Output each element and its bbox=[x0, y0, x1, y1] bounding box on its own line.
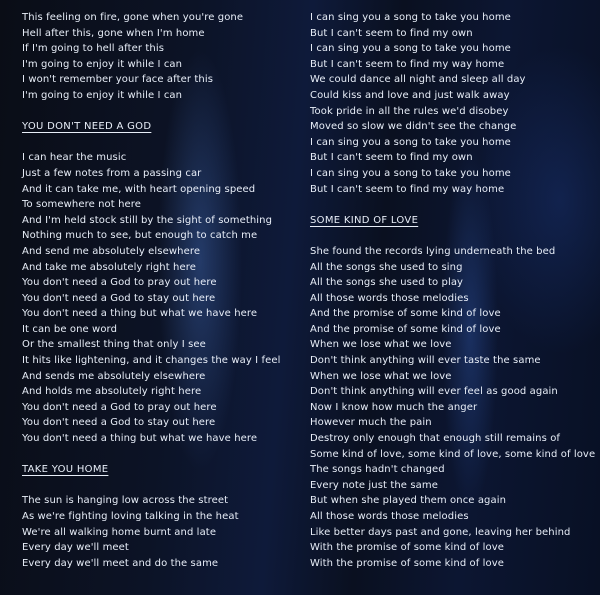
lyric-line: With the promise of some kind of love bbox=[310, 557, 505, 569]
lyric-line: With the promise of some kind of love bbox=[310, 542, 505, 554]
stanza-gap bbox=[310, 228, 595, 244]
lyric-line: All those words those melodies bbox=[310, 511, 469, 522]
lyric-line: When we lose what we love bbox=[310, 339, 452, 351]
lyric-line: You don't need a God to stay out here bbox=[22, 417, 216, 429]
lyric-line: I can sing you a song to take you home bbox=[310, 136, 511, 148]
lyric-line: And take me absolutely right here bbox=[22, 261, 196, 273]
lyric-line: All the songs she used to sing bbox=[310, 261, 463, 273]
lyric-line: The songs hadn't changed bbox=[310, 464, 445, 476]
stanza-gap bbox=[22, 447, 292, 463]
lyric-line: I can sing you a song to take you home bbox=[310, 12, 511, 23]
lyric-line: Nothing much to see, but enough to catch me bbox=[22, 230, 258, 242]
lyric-line: All those words those melodies bbox=[310, 292, 469, 304]
lyric-line: You don't need a God to pray out here bbox=[22, 277, 217, 289]
lyric-line: We're all walking home burnt and late bbox=[22, 526, 217, 538]
lyric-line: We could dance all night and sleep all day bbox=[310, 74, 526, 86]
lyric-line: Took pride in all the rules we'd disobey bbox=[310, 105, 509, 117]
lyric-line: Or the smallest thing that only I see bbox=[22, 339, 206, 351]
lyric-line: But I can't seem to find my way home bbox=[310, 58, 505, 70]
lyric-line: As we're fighting loving talking in the heat bbox=[22, 511, 239, 522]
lyric-line: It can be one word bbox=[22, 323, 118, 335]
lyric-line: It hits like lightening, and it changes the way I feel bbox=[22, 355, 281, 367]
lyric-line: You don't need a thing but what we have here bbox=[22, 433, 258, 445]
lyric-line: Destroy only enough that enough still remains of bbox=[310, 433, 561, 445]
lyric-line: This feeling on fire, gone when you're gone bbox=[22, 12, 244, 23]
song-title: SOME KIND OF LOVE bbox=[310, 214, 419, 226]
lyric-line: Like better days past and gone, leaving her behind bbox=[310, 526, 571, 538]
lyric-line: You don't need a thing but what we have here bbox=[22, 308, 258, 320]
lyric-line: I can hear the music bbox=[22, 152, 127, 164]
lyric-line: And I'm held stock still by the sight of something bbox=[22, 214, 273, 226]
lyric-line: And sends me absolutely elsewhere bbox=[22, 370, 206, 382]
song-title: YOU DON'T NEED A GOD bbox=[22, 121, 152, 133]
lyric-line: To somewhere not here bbox=[22, 199, 142, 211]
lyric-line: I won't remember your face after this bbox=[22, 74, 214, 86]
lyric-line: You don't need a God to pray out here bbox=[22, 401, 217, 413]
stanza-gap bbox=[22, 135, 292, 151]
lyric-line: I can sing you a song to take you home bbox=[310, 167, 511, 179]
lyric-line: All the songs she used to play bbox=[310, 277, 464, 289]
lyric-line: Just a few notes from a passing car bbox=[22, 167, 202, 179]
lyric-line: And the promise of some kind of love bbox=[310, 308, 501, 320]
stanza-gap bbox=[22, 478, 292, 494]
lyric-line: Some kind of love, some kind of love, some kind of love bbox=[310, 448, 596, 460]
lyric-line: And holds me absolutely right here bbox=[22, 386, 202, 398]
lyric-line: Could kiss and love and just walk away bbox=[310, 89, 510, 101]
lyric-line: However much the pain bbox=[310, 417, 432, 429]
lyric-line: But I can't seem to find my way home bbox=[310, 183, 505, 195]
lyric-line: Now I know how much the anger bbox=[310, 401, 478, 413]
lyric-line: The sun is hanging low across the street bbox=[22, 495, 229, 507]
lyric-line: Don't think anything will ever feel as good again bbox=[310, 386, 558, 398]
lyric-line: I'm going to enjoy it while I can bbox=[22, 89, 183, 101]
lyric-line: And the promise of some kind of love bbox=[310, 323, 501, 335]
lyric-line: Hell after this, gone when I'm home bbox=[22, 27, 205, 39]
lyric-line: If I'm going to hell after this bbox=[22, 43, 165, 55]
lyric-line: You don't need a God to stay out here bbox=[22, 292, 216, 304]
lyric-line: And send me absolutely elsewhere bbox=[22, 245, 201, 257]
lyric-line: I can sing you a song to take you home bbox=[310, 43, 511, 55]
stanza-gap bbox=[22, 104, 292, 120]
lyric-line: Every day we'll meet bbox=[22, 542, 129, 554]
right-lyrics-column bbox=[310, 10, 595, 571]
stanza-gap bbox=[310, 197, 595, 213]
left-lyrics-column bbox=[22, 10, 292, 571]
lyric-line: And it can take me, with heart opening speed bbox=[22, 183, 256, 195]
lyric-line: Moved so slow we didn't see the change bbox=[310, 121, 517, 133]
lyric-line: When we lose what we love bbox=[310, 370, 452, 382]
lyric-line: I'm going to enjoy it while I can bbox=[22, 58, 183, 70]
lyric-line: But I can't seem to find my own bbox=[310, 27, 473, 39]
lyric-line: Every day we'll meet and do the same bbox=[22, 557, 219, 569]
lyric-line: But I can't seem to find my own bbox=[310, 152, 473, 164]
lyric-line: Don't think anything will ever taste the same bbox=[310, 355, 541, 367]
lyric-line: But when she played them once again bbox=[310, 495, 507, 507]
song-title: TAKE YOU HOME bbox=[22, 464, 109, 476]
lyric-line: She found the records lying underneath the bed bbox=[310, 245, 556, 257]
lyric-line: Every note just the same bbox=[310, 479, 438, 491]
